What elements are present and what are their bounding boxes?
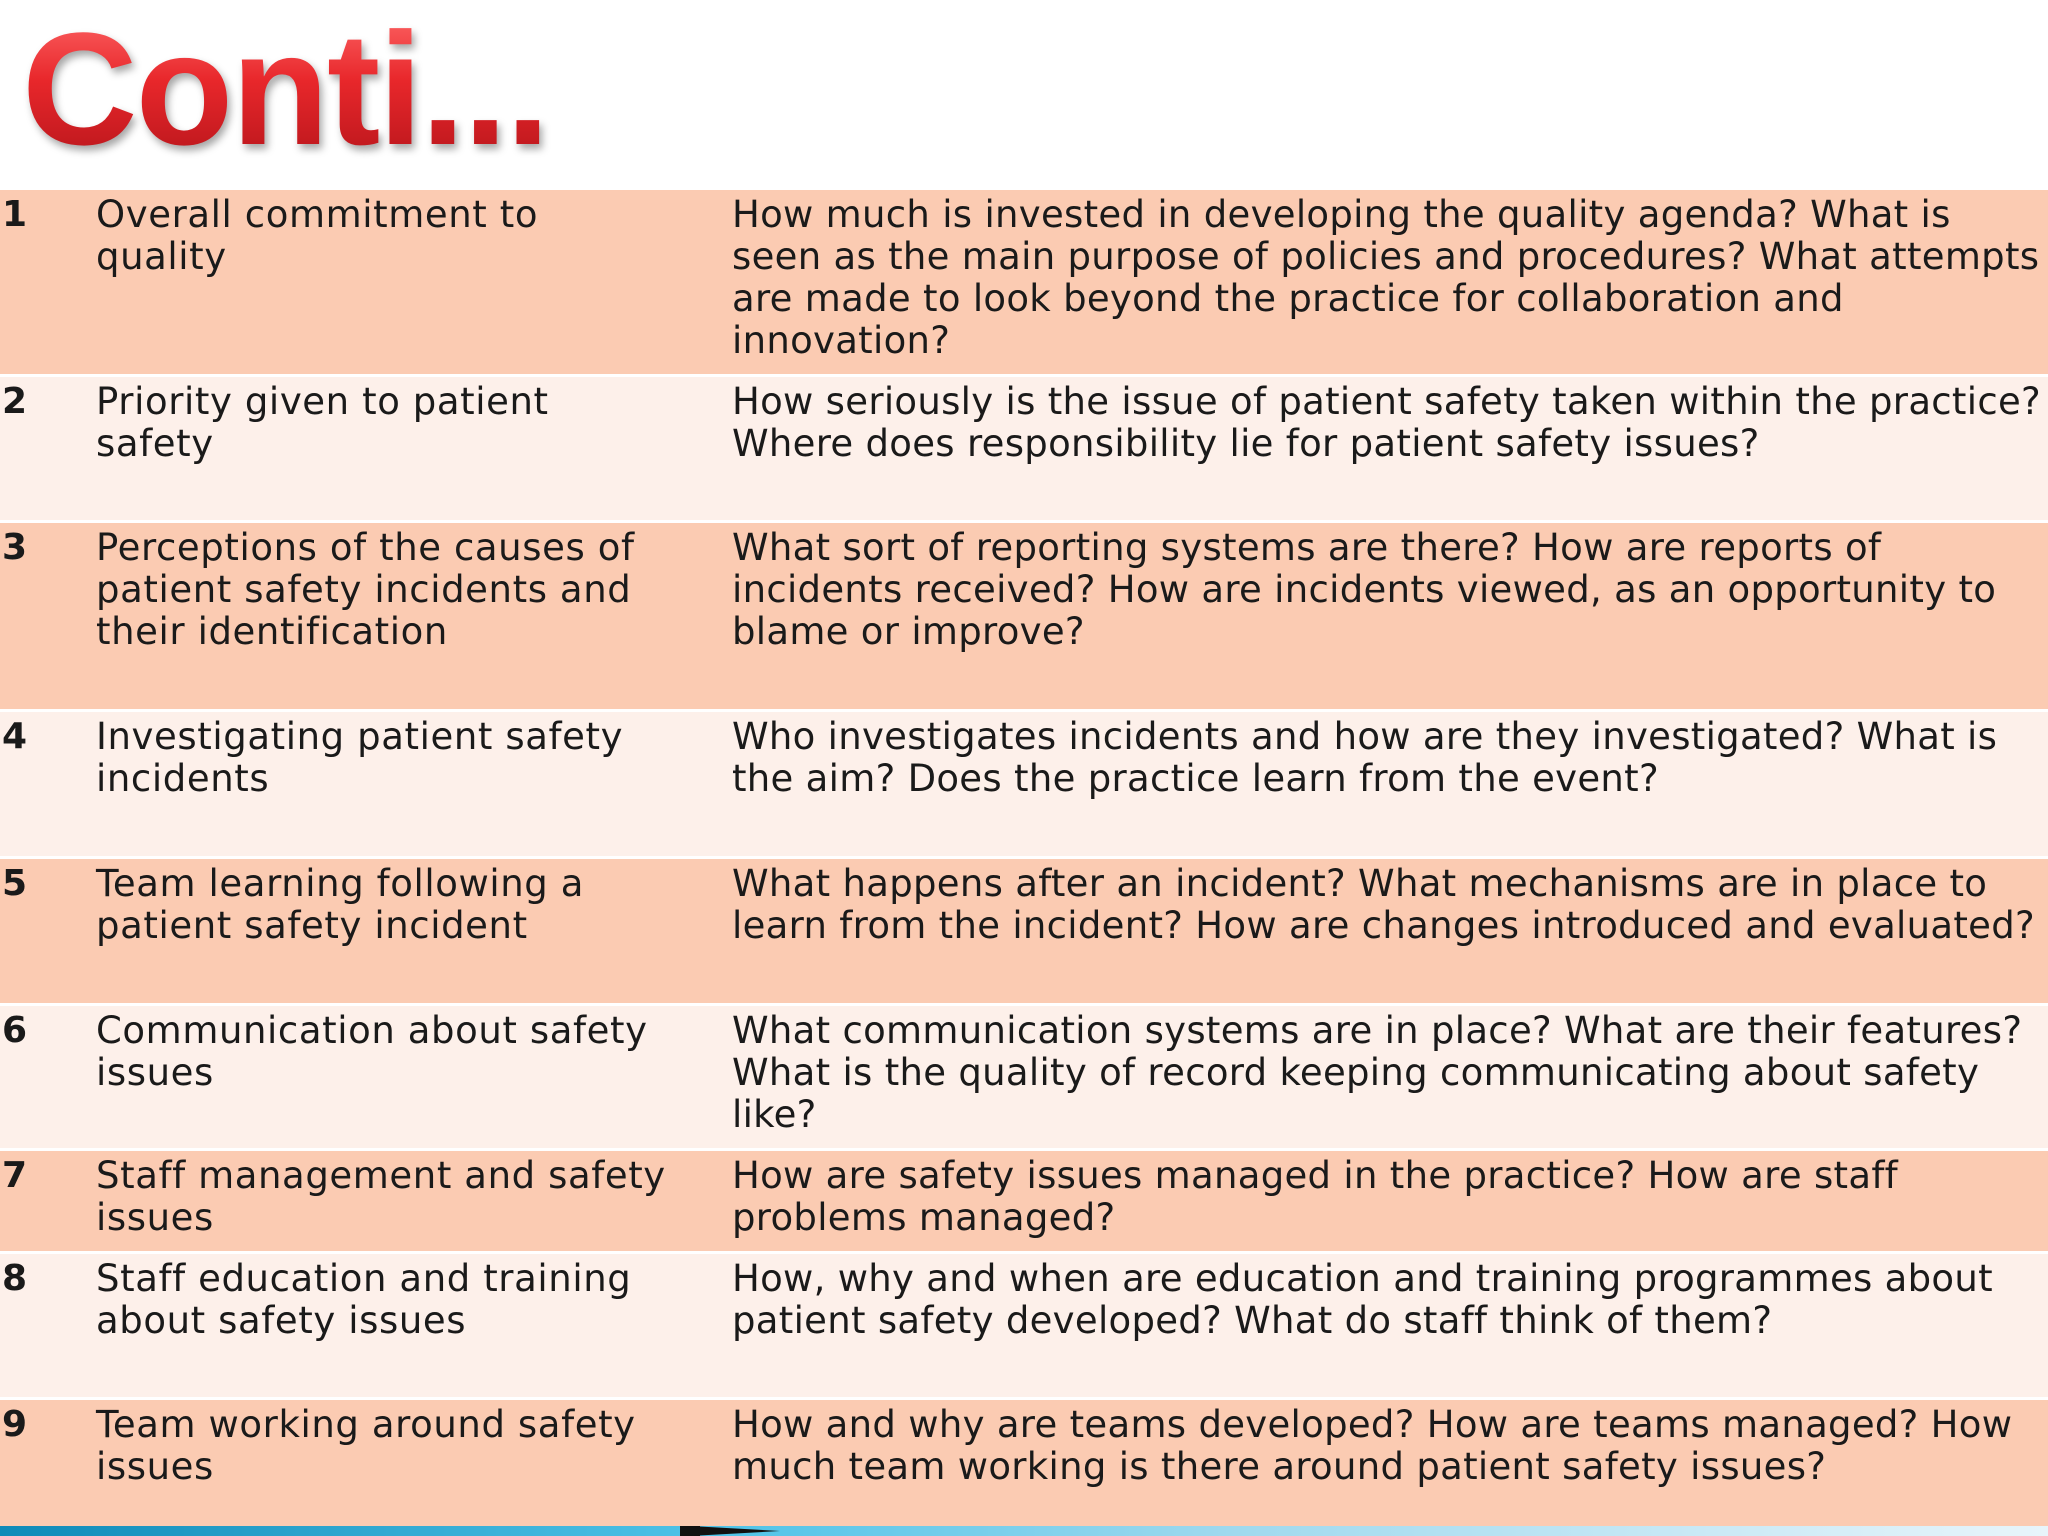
dimension-label: Investigating patient safety incidents xyxy=(96,715,624,800)
dimension-label: Team learning following a patient safety incident xyxy=(96,862,585,947)
dimension-questions: What sort of reporting systems are there? How are reports of incidents received? How are incidents viewed, as an opportunity to blame or improve? xyxy=(732,526,1997,653)
dimension-questions: How much is invested in developing the quality agenda? What is seen as the main purpose of policies and procedures? What attempts are made to look beyond the practice for collaboration and innovation? xyxy=(732,193,2040,362)
dimension-questions: What happens after an incident? What mechanisms are in place to learn from the incident? How are changes introduced and evaluated? xyxy=(732,862,2035,947)
table-row xyxy=(0,1400,2048,1526)
dimension-label: Communication about safety issues xyxy=(96,1009,648,1094)
dimension-questions: How seriously is the issue of patient safety taken within the practice? Where does responsibility lie for patient safety issues? xyxy=(732,380,2041,465)
row-number: 3 xyxy=(2,527,28,568)
table-row xyxy=(0,523,2048,712)
safety-culture-table xyxy=(0,190,2048,1526)
dimension-label: Priority given to patient safety xyxy=(96,380,549,465)
table-row xyxy=(0,1006,2048,1151)
dimension-label: Team working around safety issues xyxy=(96,1403,636,1488)
row-number: 9 xyxy=(2,1404,28,1445)
row-number: 8 xyxy=(2,1258,28,1299)
dimension-label: Perceptions of the causes of patient safety incidents and their identification xyxy=(96,526,635,653)
dimension-questions: How and why are teams developed? How are teams managed? How much team working is there around patient safety issues? xyxy=(732,1403,2013,1488)
dimension-questions: What communication systems are in place? What are their features? What is the quality of record keeping communicating about safety like? xyxy=(732,1009,2023,1136)
dimension-questions: Who investigates incidents and how are they investigated? What is the aim? Does the practice learn from the event? xyxy=(732,715,1998,800)
footer-arrow-icon xyxy=(690,1526,780,1536)
row-number: 7 xyxy=(2,1155,28,1196)
dimension-label: Overall commitment to quality xyxy=(96,193,539,278)
table-row xyxy=(0,190,2048,377)
dimension-questions: How, why and when are education and training programmes about patient safety developed? What do staff think of them? xyxy=(732,1257,1993,1342)
row-number: 6 xyxy=(2,1010,28,1051)
table-row xyxy=(0,712,2048,859)
table-row xyxy=(0,377,2048,523)
table-row xyxy=(0,1254,2048,1400)
footer-decoration-bar xyxy=(0,1526,2048,1536)
dimension-label: Staff management and safety issues xyxy=(96,1154,666,1239)
row-number: 2 xyxy=(2,381,28,422)
row-number: 4 xyxy=(2,716,28,757)
dimension-questions: How are safety issues managed in the practice? How are staff problems managed? xyxy=(732,1154,1898,1239)
row-number: 1 xyxy=(2,194,28,235)
table-row xyxy=(0,1151,2048,1254)
table-row xyxy=(0,859,2048,1006)
slide-title: Conti... xyxy=(22,0,549,178)
dimension-label: Staff education and training about safety issues xyxy=(96,1257,632,1342)
row-number: 5 xyxy=(2,863,28,904)
